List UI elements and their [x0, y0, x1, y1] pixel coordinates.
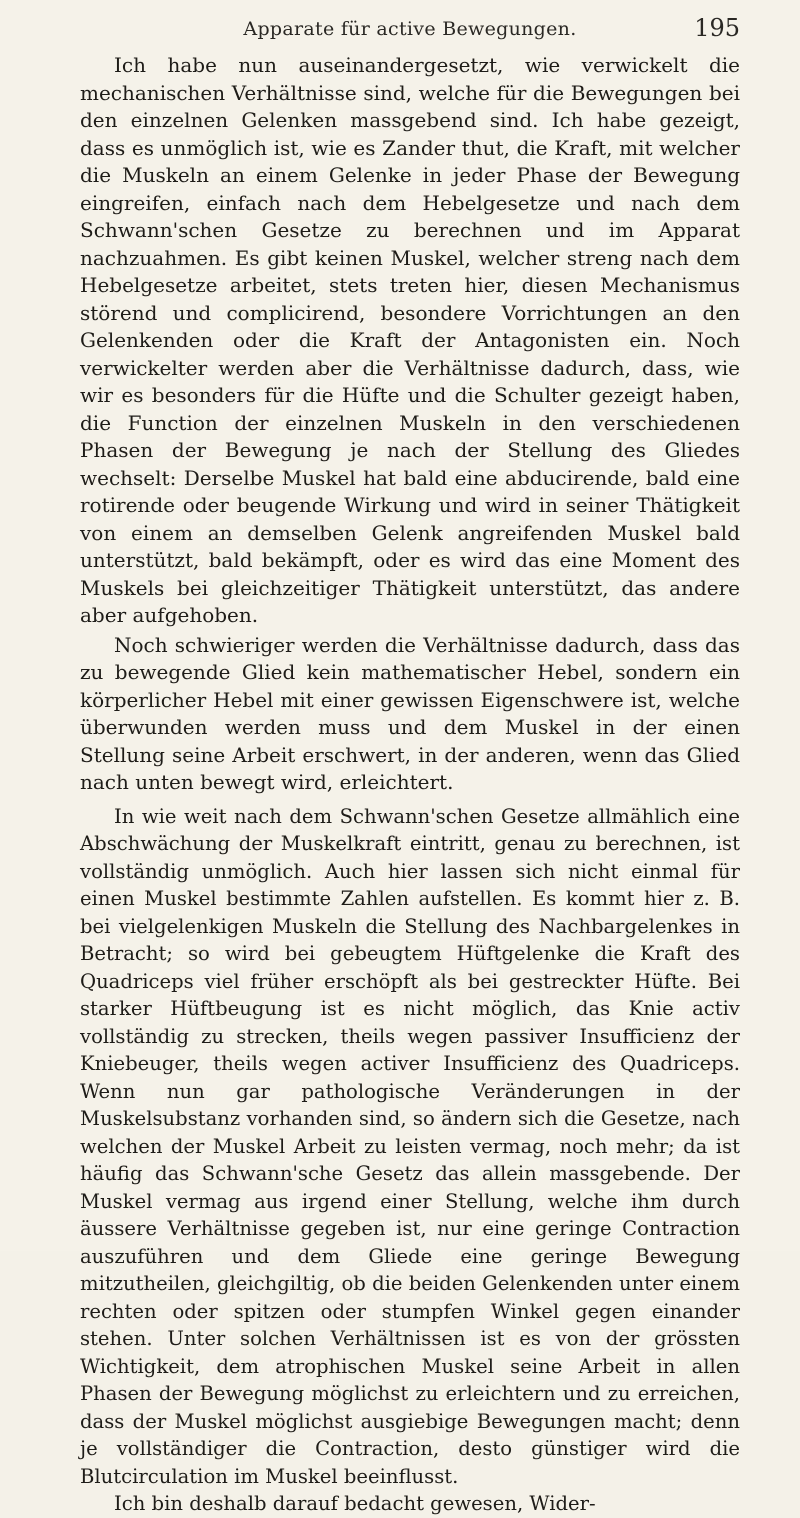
paragraph-mechanical-relations: Ich habe nun auseinandergesetzt, wie verwickelt die mechanischen Verhältnisse sind, welche für die Bewegungen bei den einzelnen Gelenken massgebend sind. Ich habe gezeigt, dass es unmöglich ist, wie es Zander thut, die Kraft, mit welcher die Muskeln an einem Gelenke in jeder Phase der Bewegung eingreifen, einfach nach dem Hebelgesetze und nach dem Schwann'schen Gesetze zu berechnen und im Apparat nachzuahmen. Es gibt keinen Muskel, welcher streng nach dem Hebelgesetze arbeitet, stets treten hier, diesen Mechanismus störend und complicirend, besondere Vorrichtungen an den Gelenkenden oder die Kraft der Antagonisten ein. Noch verwickelter werden aber die Verhältnisse dadurch, dass, wie wir es besonders für die Hüfte und die Schulter gezeigt haben, die Function der einzelnen Muskeln in den verschiedenen Phasen der Bewegung je nach der Stellung des Gliedes wechselt: Derselbe Muskel hat bald eine abducirende, bald eine rotirende oder beugende Wirkung und wird in seiner Thätigkeit von einem an demselben Gelenk angreifenden Muskel bald unterstützt, bald bekämpft, oder es wird das eine Moment des Muskels bei gleichzeitiger Thätigkeit unterstützt, das andere aber aufgehoben.	[80, 53, 740, 627]
page-number: 195	[694, 14, 740, 42]
paragraph-schwann-law: In wie weit nach dem Schwann'schen Gesetze allmählich eine Abschwächung der Muskelkraft eintritt, genau zu berechnen, ist vollständig unmöglich. Auch hier lassen sich nicht einmal für einen Muskel bestimmte Zahlen aufstellen. Es kommt hier z. B. bei vielgelenkigen Muskeln die Stellung des Nachbargelenkes in Betracht; so wird bei gebeugtem Hüftgelenke die Kraft des Quadriceps viel früher erschöpft als bei gestreckter Hüfte. Bei starker Hüftbeugung ist es nicht möglich, das Knie activ vollständig zu strecken, theils wegen passiver Insufficienz der Kniebeuger, theils wegen activer Insufficienz des Quadriceps. Wenn nun gar pathologische Veränderungen in der Muskelsubstanz vorhanden sind, so ändern sich die Gesetze, nach welchen der Muskel Arbeit zu leisten vermag, noch mehr; da ist häufig das Schwann'sche Gesetz das allein massgebende. Der Muskel vermag aus irgend einer Stellung, welche ihm durch äussere Verhältnisse gegeben ist, nur eine geringe Contraction auszuführen und dem Gliede eine geringe Bewegung mitzutheilen, gleichgiltig, ob die beiden Gelenkenden unter einem rechten oder spitzen oder stumpfen Winkel gegen einander stehen. Unter solchen Verhältnissen ist es von der grössten Wichtigkeit, dem atrophischen Muskel seine Arbeit in allen Phasen der Bewegung möglichst zu erleichtern und zu erreichen, dass der Muskel möglichst ausgiebige Bewegungen macht; denn je vollständiger die Contraction, desto günstiger wird die Blutcirculation im Muskel beeinflusst.	[80, 804, 740, 1488]
running-head	[80, 0, 740, 48]
paragraph-continuation: Ich bin deshalb darauf bedacht gewesen, Wider-	[114, 1492, 596, 1515]
running-title: Apparate für active Bewegungen.	[243, 18, 577, 40]
paragraph-body-lever: Noch schwieriger werden die Verhältnisse dadurch, dass das zu bewegende Glied kein mathematischer Hebel, sondern ein körperlicher Hebel mit einer gewissen Eigenschwere ist, welche überwunden werden muss und dem Muskel in der einen Stellung seine Arbeit erschwert, in der anderen, wenn das Glied nach unten bewegt wird, erleichtert.	[80, 632, 740, 794]
